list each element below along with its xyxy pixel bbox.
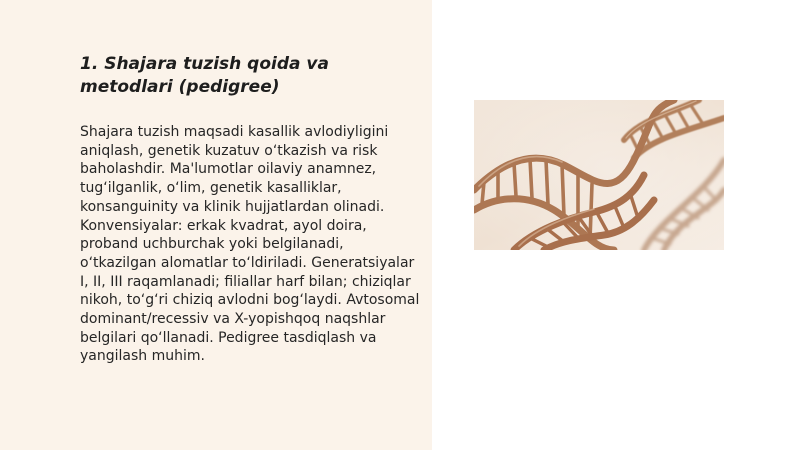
- slide-title: 1. Shajara tuzish qoida va metodlari (pedigree): [80, 54, 329, 97]
- dna-helix-icon: [474, 100, 724, 250]
- dna-helix-image: [474, 100, 724, 250]
- slide-body-text: Shajara tuzish maqsadi kasallik avlodiyligini aniqlash, genetik kuzatuv o‘tkazish va risk baholashdir. Ma'lumotlar oilaviy anamnez, tug‘ilganlik, o‘lim, genetik kasalliklar, konsanguinity va klinik hujjatlardan olinadi. Konvensiyalar: erkak kvadrat, ayol doira, proband uchburchak yoki belgilanadi, o‘tkazilgan alomatlar to‘ldiriladi. Generatsiyalar I, II, III raqamlanadi; filiallar harf bilan; chiziqlar nikoh, to‘g‘ri chiziq avlodni bog‘laydi. Avtosomal dominant/recessiv va X-yopishqoq naqshlar belgilari qo‘llanadi. Pedigree tasdiqlash va yangilash muhim.: [80, 124, 420, 365]
